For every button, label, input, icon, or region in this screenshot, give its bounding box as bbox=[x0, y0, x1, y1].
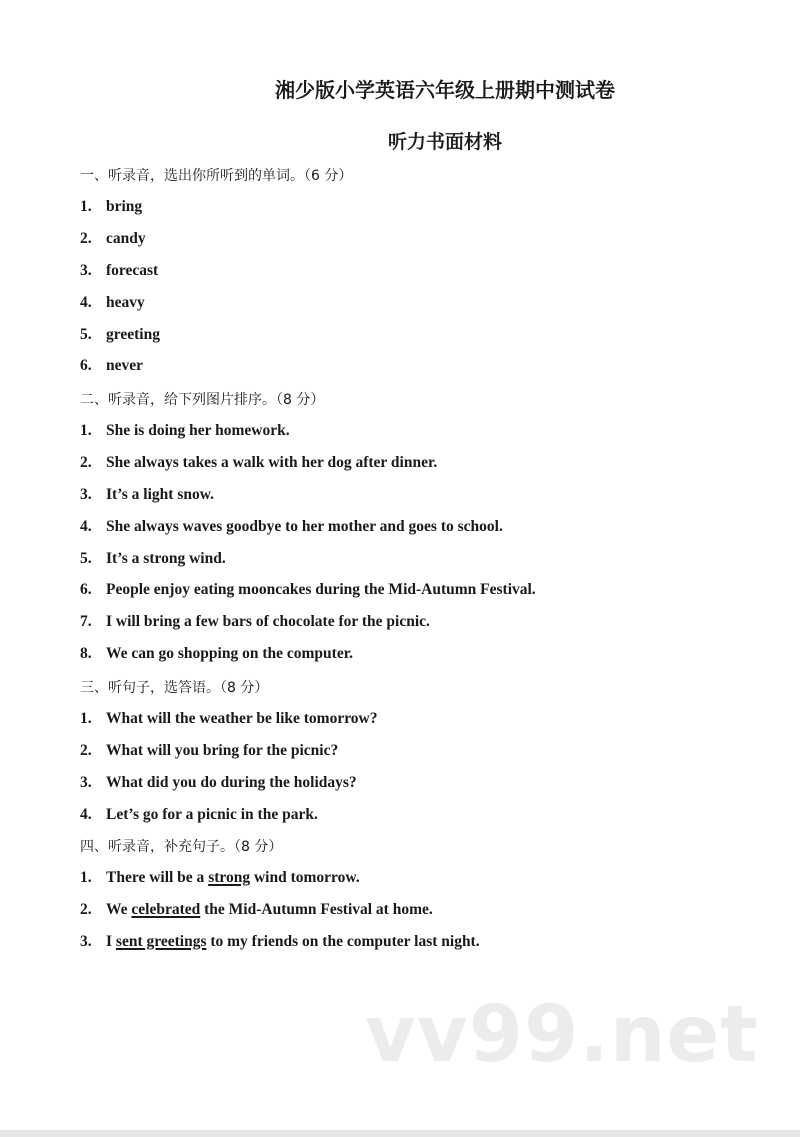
item-text: What will you bring for the picnic? bbox=[106, 741, 339, 759]
item-text: never bbox=[106, 357, 144, 375]
item-number: 1. bbox=[80, 197, 92, 215]
page-bottom-edge bbox=[0, 1130, 800, 1137]
list-item bbox=[80, 294, 145, 312]
item-number: 4. bbox=[80, 805, 92, 823]
item-text: What did you do during the holidays? bbox=[106, 773, 357, 791]
list-item bbox=[80, 357, 143, 375]
item-text: It’s a strong wind. bbox=[106, 549, 226, 567]
item-text: candy bbox=[106, 229, 146, 247]
item-text: It’s a light snow. bbox=[106, 485, 214, 503]
item-text: What will the weather be like tomorrow? bbox=[106, 709, 378, 727]
answer-underlined: strong bbox=[208, 868, 251, 886]
list-item bbox=[80, 550, 226, 568]
item-number: 1. bbox=[80, 868, 92, 886]
item-text: Let’s go for a picnic in the park. bbox=[106, 805, 318, 823]
item-number: 7. bbox=[80, 613, 92, 631]
item-text-before: We bbox=[106, 900, 132, 918]
item-text-after: wind tomorrow. bbox=[250, 868, 360, 886]
item-number: 1. bbox=[80, 709, 92, 727]
item-text: She always takes a walk with her dog after dinner. bbox=[106, 453, 438, 471]
list-item bbox=[80, 933, 480, 951]
list-item bbox=[80, 326, 160, 344]
item-text-after: to my friends on the computer last night. bbox=[206, 932, 480, 950]
item-text: forecast bbox=[106, 261, 159, 279]
list-item bbox=[80, 230, 146, 248]
list-item bbox=[80, 710, 378, 728]
item-number: 3. bbox=[80, 932, 92, 950]
item-text: greeting bbox=[106, 325, 160, 343]
document-subtitle: 听力书面材料 bbox=[387, 131, 502, 153]
section-heading: 一、听录音，选出你所听到的单词。（6 分） bbox=[80, 168, 353, 184]
item-number: 3. bbox=[80, 773, 92, 791]
section-heading: 三、听句子，选答语。（8 分） bbox=[80, 680, 269, 696]
item-text-before: I bbox=[106, 932, 116, 950]
answer-underlined: celebrated bbox=[131, 900, 201, 918]
item-number: 2. bbox=[80, 229, 92, 247]
item-number: 5. bbox=[80, 549, 92, 567]
item-number: 6. bbox=[80, 581, 92, 599]
list-item bbox=[80, 422, 290, 440]
item-number: 3. bbox=[80, 485, 92, 503]
document-title: 湘少版小学英语六年级上册期中测试卷 bbox=[275, 78, 615, 102]
section-heading: 四、听录音，补充句子。（8 分） bbox=[80, 839, 283, 855]
item-text: bring bbox=[106, 197, 143, 215]
item-number: 2. bbox=[80, 900, 92, 918]
list-item bbox=[80, 486, 214, 504]
item-number: 6. bbox=[80, 357, 92, 375]
list-item bbox=[80, 869, 360, 887]
item-number: 2. bbox=[80, 741, 92, 759]
list-item bbox=[80, 774, 357, 792]
list-item bbox=[80, 518, 503, 536]
item-text: She is doing her homework. bbox=[106, 421, 290, 439]
list-item bbox=[80, 645, 353, 663]
item-number: 1. bbox=[80, 421, 92, 439]
list-item bbox=[80, 613, 430, 631]
item-number: 4. bbox=[80, 293, 92, 311]
list-item bbox=[80, 198, 142, 216]
list-item bbox=[80, 262, 158, 280]
item-number: 2. bbox=[80, 453, 92, 471]
item-number: 8. bbox=[80, 645, 92, 663]
item-number: 5. bbox=[80, 325, 92, 343]
watermark: vv99.net bbox=[365, 990, 759, 1080]
item-text-before: There will be a bbox=[106, 868, 209, 886]
list-item bbox=[80, 901, 433, 919]
item-text: We can go shopping on the computer. bbox=[106, 645, 354, 663]
answer-underlined: sent greetings bbox=[115, 932, 207, 950]
list-item bbox=[80, 806, 318, 824]
list-item bbox=[80, 581, 536, 599]
list-item bbox=[80, 454, 437, 472]
item-number: 4. bbox=[80, 517, 92, 535]
item-text: heavy bbox=[106, 293, 145, 311]
item-text-after: the Mid-Autumn Festival at home. bbox=[200, 900, 433, 918]
item-text: People enjoy eating mooncakes during the Mid-Autumn Festival. bbox=[106, 581, 536, 599]
item-text: I will bring a few bars of chocolate for the picnic. bbox=[106, 613, 430, 631]
item-number: 3. bbox=[80, 261, 92, 279]
item-text: She always waves goodbye to her mother and goes to school. bbox=[106, 517, 503, 535]
section-heading: 二、听录音，给下列图片排序。（8 分） bbox=[80, 392, 325, 408]
list-item bbox=[80, 742, 338, 760]
